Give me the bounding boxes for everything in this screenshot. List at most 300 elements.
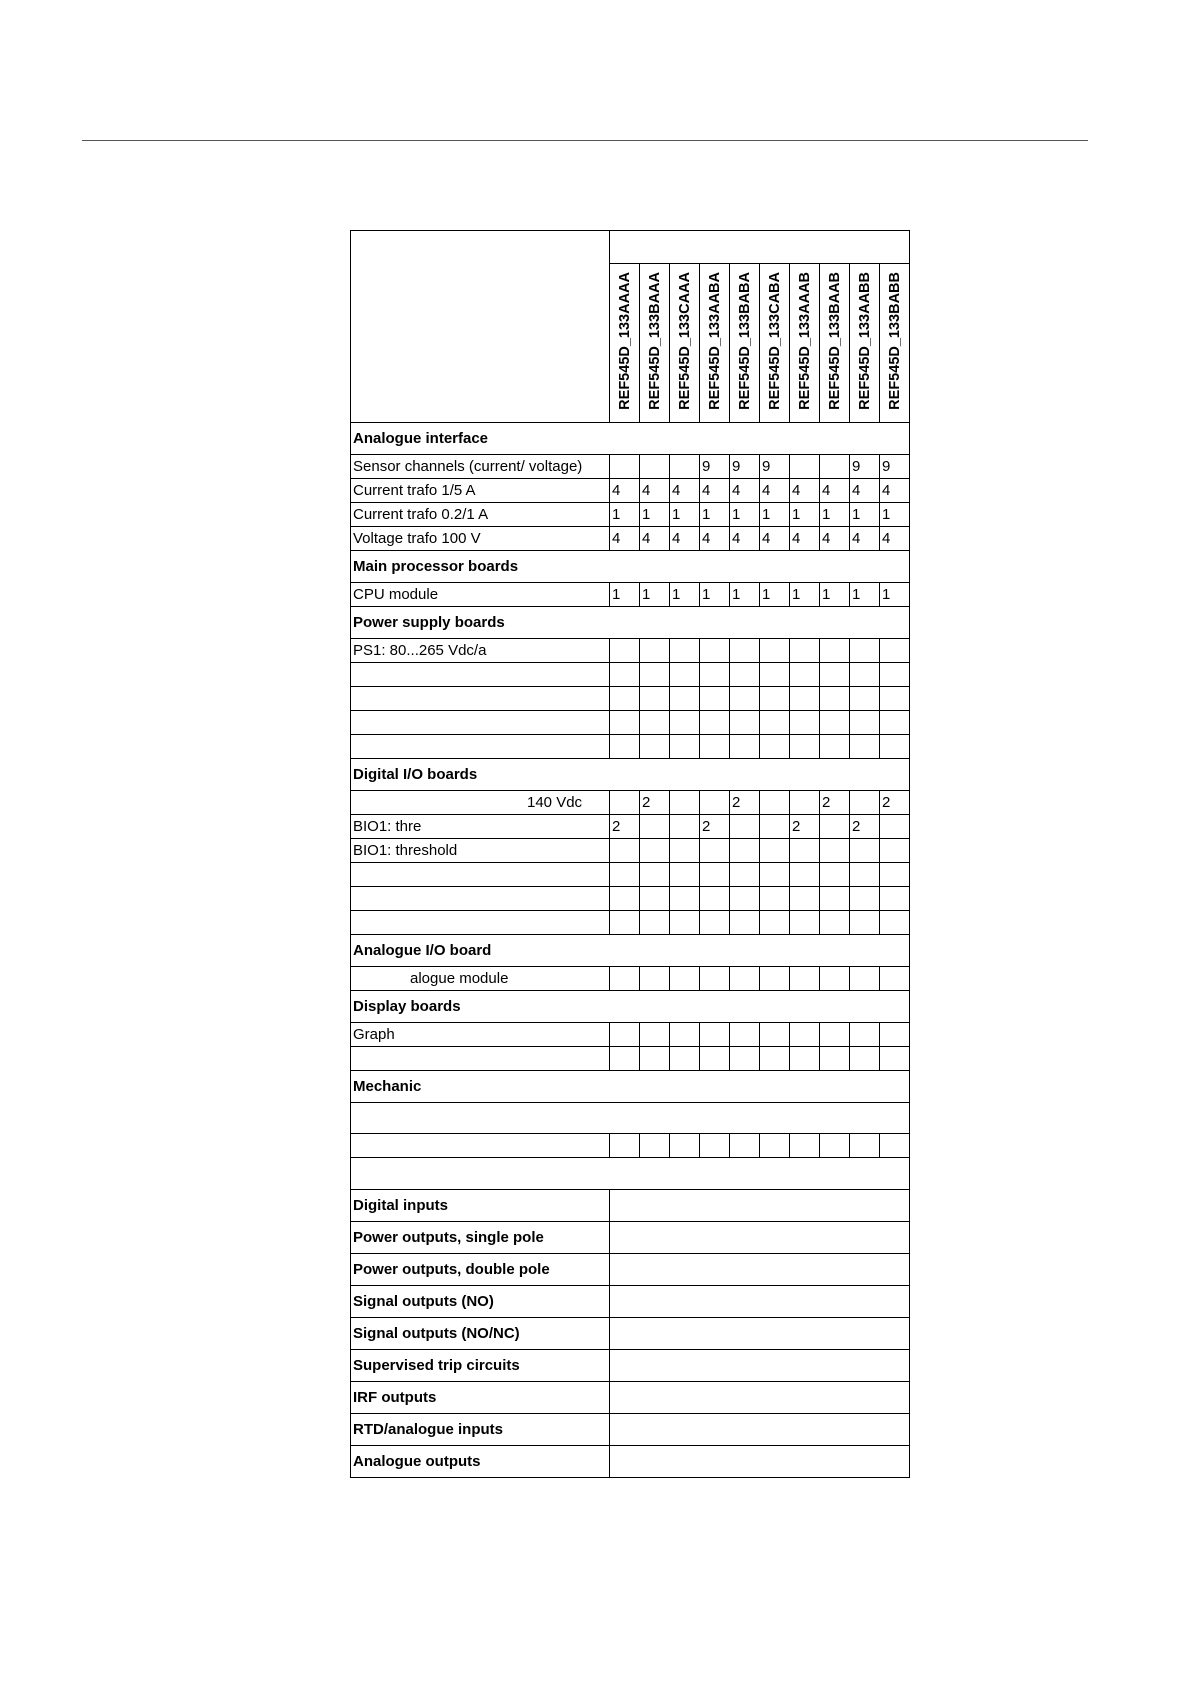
row-label: BIO1: thre [351,815,610,839]
row-label [351,711,610,735]
value-cell: 4 [850,479,880,503]
summary-label: IRF outputs [351,1382,610,1414]
blank-cell [351,1158,910,1190]
value-cell [880,863,910,887]
value-cell [700,863,730,887]
value-cell [820,967,850,991]
spacer-row [351,1103,910,1134]
column-header: REF545D_133AABA [700,264,730,423]
value-cell [850,687,880,711]
value-cell: 1 [700,503,730,527]
summary-label: Digital inputs [351,1190,610,1222]
value-cell: 4 [700,479,730,503]
column-header: REF545D_133CABA [760,264,790,423]
value-cell [880,1047,910,1071]
value-cell [730,887,760,911]
value-cell [640,711,670,735]
spacer-cell [351,1103,910,1134]
value-cell: 4 [820,479,850,503]
value-cell [790,1023,820,1047]
header-span-cell [610,231,910,264]
value-cell: 4 [670,527,700,551]
summary-value [610,1350,910,1382]
summary-label: Analogue outputs [351,1446,610,1478]
value-cell [670,1023,700,1047]
table-row [351,863,910,887]
value-cell: 2 [820,791,850,815]
value-cell [790,639,820,663]
value-cell [760,1134,790,1158]
value-cell [790,711,820,735]
value-cell [730,911,760,935]
row-label: BIO1: threshold [351,839,610,863]
summary-row [351,1222,910,1254]
table-row [351,527,910,551]
value-cell [640,455,670,479]
value-cell [610,887,640,911]
section-row [351,935,910,967]
value-cell [640,687,670,711]
value-cell [730,663,760,687]
value-cell: 2 [880,791,910,815]
value-cell [670,967,700,991]
value-cell: 4 [880,479,910,503]
value-cell [730,863,760,887]
table-body [351,231,910,1478]
hardware-configuration-table [350,230,910,1478]
section-row [351,1071,910,1103]
value-cell [760,663,790,687]
value-cell [700,967,730,991]
value-cell: 1 [670,503,700,527]
value-cell: 1 [790,583,820,607]
row-label [351,911,610,935]
value-cell [820,815,850,839]
value-cell [730,1134,760,1158]
table-row [351,815,910,839]
value-cell [670,863,700,887]
value-cell [790,967,820,991]
value-cell [610,639,640,663]
value-cell [850,911,880,935]
summary-value [610,1414,910,1446]
value-cell: 4 [760,479,790,503]
row-label [351,687,610,711]
value-cell: 1 [700,583,730,607]
row-label [351,663,610,687]
value-cell [640,735,670,759]
value-cell [850,791,880,815]
value-cell [730,967,760,991]
section-title: Analogue interface [351,423,910,455]
value-cell [790,863,820,887]
value-cell: 4 [700,527,730,551]
value-cell [670,887,700,911]
table-row [351,639,910,663]
summary-row [351,1254,910,1286]
value-cell [670,687,700,711]
table-row [351,887,910,911]
value-cell [760,863,790,887]
value-cell [670,839,700,863]
header-gap-row [351,231,910,264]
value-cell [850,711,880,735]
value-cell [670,911,700,935]
row-label: CPU module [351,583,610,607]
column-header: REF545D_133BABB [880,264,910,423]
value-cell: 2 [790,815,820,839]
value-cell [790,887,820,911]
value-cell: 4 [640,479,670,503]
value-cell [700,1134,730,1158]
value-cell [790,791,820,815]
value-cell: 1 [670,583,700,607]
value-cell [670,815,700,839]
value-cell: 1 [850,503,880,527]
value-cell [820,863,850,887]
value-cell [640,911,670,935]
value-cell [730,711,760,735]
value-cell [640,863,670,887]
summary-label: Signal outputs (NO) [351,1286,610,1318]
value-cell: 1 [850,583,880,607]
summary-row [351,1318,910,1350]
value-cell [820,639,850,663]
value-cell [610,1023,640,1047]
value-cell: 9 [730,455,760,479]
summary-row [351,1190,910,1222]
value-cell [610,911,640,935]
value-cell [850,887,880,911]
value-cell [820,1047,850,1071]
value-cell: 1 [730,583,760,607]
summary-label: Power outputs, double pole [351,1254,610,1286]
value-cell [760,815,790,839]
value-cell [700,911,730,935]
value-cell [700,663,730,687]
section-title: Digital I/O boards [351,759,910,791]
summary-value [610,1222,910,1254]
column-header: REF545D_133AABB [850,264,880,423]
header-corner-cell [351,231,610,423]
value-cell [730,735,760,759]
value-cell [790,1134,820,1158]
value-cell [610,687,640,711]
value-cell [760,711,790,735]
value-cell: 1 [610,503,640,527]
row-label: Voltage trafo 100 V [351,527,610,551]
value-cell: 2 [700,815,730,839]
value-cell [760,967,790,991]
table-row [351,1047,910,1071]
value-cell: 2 [640,791,670,815]
value-cell: 2 [610,815,640,839]
row-label: PS1: 80...265 Vdc/a [351,639,610,663]
value-cell [730,1047,760,1071]
value-cell [880,887,910,911]
value-cell [820,1023,850,1047]
summary-value [610,1318,910,1350]
value-cell [760,639,790,663]
value-cell [820,711,850,735]
value-cell [850,663,880,687]
header-rule [82,140,1088,141]
table-row [351,503,910,527]
value-cell: 4 [730,527,760,551]
value-cell [760,687,790,711]
value-cell [760,839,790,863]
section-row [351,423,910,455]
section-title: Power supply boards [351,607,910,639]
value-cell [700,791,730,815]
value-cell [880,711,910,735]
row-label [351,887,610,911]
value-cell [610,455,640,479]
value-cell [850,639,880,663]
value-cell [850,1047,880,1071]
table-row [351,711,910,735]
value-cell [790,663,820,687]
summary-value [610,1446,910,1478]
value-cell: 4 [730,479,760,503]
value-cell: 4 [790,479,820,503]
value-cell [610,791,640,815]
value-cell [820,663,850,687]
column-header: REF545D_133BAAB [820,264,850,423]
section-row [351,551,910,583]
value-cell [790,687,820,711]
value-cell [640,839,670,863]
value-cell [850,1023,880,1047]
column-header: REF545D_133BAAA [640,264,670,423]
summary-value [610,1382,910,1414]
column-header: REF545D_133CAAA [670,264,700,423]
value-cell: 1 [640,583,670,607]
value-cell [790,735,820,759]
value-cell [610,967,640,991]
value-cell: 4 [610,479,640,503]
table-row [351,791,910,815]
table-row [351,663,910,687]
row-label: alogue module [351,967,610,991]
value-cell [670,791,700,815]
value-cell: 4 [820,527,850,551]
value-cell [730,687,760,711]
value-cell: 9 [880,455,910,479]
value-cell [760,911,790,935]
value-cell [760,791,790,815]
value-cell [820,911,850,935]
row-label: Sensor channels (current/ voltage) [351,455,610,479]
table-row [351,687,910,711]
section-title: Display boards [351,991,910,1023]
value-cell [850,735,880,759]
value-cell [670,455,700,479]
value-cell [730,815,760,839]
value-cell: 4 [880,527,910,551]
summary-value [610,1286,910,1318]
table-row [351,1134,910,1158]
value-cell [820,887,850,911]
value-cell [820,839,850,863]
value-cell [790,1047,820,1071]
value-cell [880,639,910,663]
value-cell [730,639,760,663]
table-row [351,1023,910,1047]
value-cell: 1 [880,583,910,607]
value-cell: 1 [820,503,850,527]
value-cell [850,1134,880,1158]
value-cell [640,967,670,991]
value-cell [700,711,730,735]
row-label [351,1047,610,1071]
value-cell: 1 [880,503,910,527]
value-cell: 4 [790,527,820,551]
value-cell [610,735,640,759]
row-label [351,735,610,759]
value-cell [880,1134,910,1158]
value-cell [700,839,730,863]
section-row [351,991,910,1023]
summary-row [351,1382,910,1414]
value-cell: 2 [730,791,760,815]
column-header: REF545D_133BABA [730,264,760,423]
value-cell [820,687,850,711]
value-cell [700,735,730,759]
value-cell [640,815,670,839]
value-cell: 9 [700,455,730,479]
row-label: Current trafo 1/5 A [351,479,610,503]
value-cell [880,687,910,711]
value-cell: 1 [760,583,790,607]
value-cell: 9 [850,455,880,479]
summary-label: Power outputs, single pole [351,1222,610,1254]
value-cell [610,863,640,887]
table-row [351,735,910,759]
value-cell [760,887,790,911]
value-cell [880,911,910,935]
value-cell [820,735,850,759]
value-cell [640,1023,670,1047]
summary-label: RTD/analogue inputs [351,1414,610,1446]
table-row [351,455,910,479]
value-cell [640,663,670,687]
section-title: Mechanic [351,1071,910,1103]
value-cell: 4 [760,527,790,551]
value-cell [730,839,760,863]
value-cell: 1 [820,583,850,607]
table-row [351,839,910,863]
value-cell: 4 [670,479,700,503]
value-cell: 1 [730,503,760,527]
value-cell [850,839,880,863]
summary-label: Supervised trip circuits [351,1350,610,1382]
value-cell [670,663,700,687]
value-cell: 1 [790,503,820,527]
value-cell [760,735,790,759]
column-header: REF545D_133AAAB [790,264,820,423]
value-cell [670,1134,700,1158]
summary-value [610,1190,910,1222]
section-row [351,607,910,639]
summary-row [351,1414,910,1446]
value-cell [700,1023,730,1047]
value-cell: 4 [640,527,670,551]
row-label [351,863,610,887]
row-label [351,1134,610,1158]
row-label: 140 Vdc [351,791,610,815]
section-title: Analogue I/O board [351,935,910,967]
row-label: Graph [351,1023,610,1047]
value-cell: 4 [850,527,880,551]
value-cell [700,687,730,711]
value-cell [610,711,640,735]
value-cell [760,1023,790,1047]
table-row [351,911,910,935]
value-cell [790,839,820,863]
value-cell: 1 [640,503,670,527]
summary-row [351,1446,910,1478]
value-cell [880,1023,910,1047]
table-row [351,479,910,503]
value-cell [670,639,700,663]
value-cell [820,455,850,479]
value-cell: 4 [610,527,640,551]
value-cell [670,735,700,759]
value-cell [700,1047,730,1071]
value-cell [610,839,640,863]
table-row [351,967,910,991]
value-cell [850,967,880,991]
blank-row [351,1158,910,1190]
value-cell [700,639,730,663]
value-cell [880,815,910,839]
section-title: Main processor boards [351,551,910,583]
value-cell: 9 [760,455,790,479]
summary-row [351,1350,910,1382]
value-cell [850,863,880,887]
value-cell [640,887,670,911]
value-cell [640,1047,670,1071]
summary-value [610,1254,910,1286]
value-cell: 2 [850,815,880,839]
summary-label: Signal outputs (NO/NC) [351,1318,610,1350]
value-cell [670,711,700,735]
value-cell [880,663,910,687]
value-cell [760,1047,790,1071]
value-cell [790,455,820,479]
value-cell [610,1047,640,1071]
value-cell [880,967,910,991]
value-cell [880,735,910,759]
section-row [351,759,910,791]
summary-row [351,1286,910,1318]
value-cell [820,1134,850,1158]
value-cell [610,663,640,687]
value-cell [640,639,670,663]
column-header: REF545D_133AAAA [610,264,640,423]
value-cell [790,911,820,935]
table-row [351,583,910,607]
value-cell [670,1047,700,1071]
value-cell: 1 [760,503,790,527]
value-cell [730,1023,760,1047]
row-label: Current trafo 0.2/1 A [351,503,610,527]
value-cell [610,1134,640,1158]
value-cell [880,839,910,863]
value-cell [700,887,730,911]
value-cell: 1 [610,583,640,607]
